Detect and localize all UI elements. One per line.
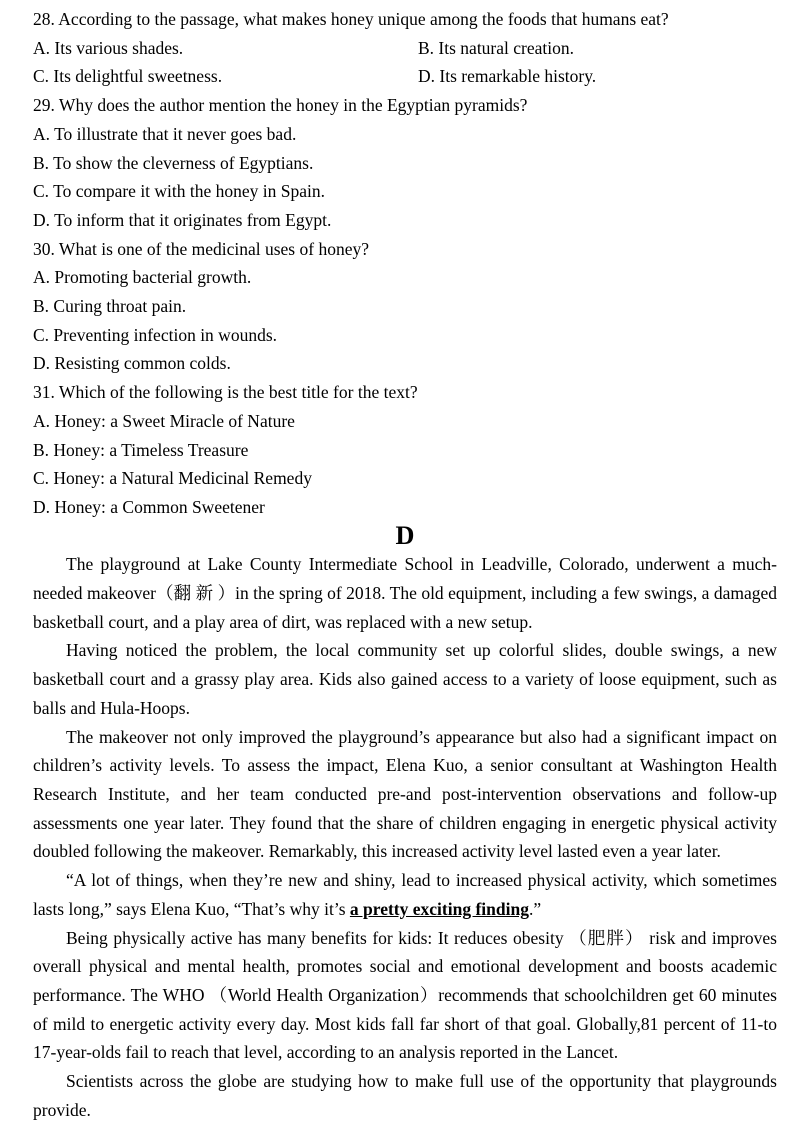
question-30-option-b: B. Curing throat pain. bbox=[33, 296, 187, 317]
question-31-option-a: A. Honey: a Sweet Miracle of Nature bbox=[33, 410, 295, 431]
question-30-option-d: D. Resisting common colds. bbox=[33, 353, 231, 374]
question-30-option-a: A. Promoting bacterial growth. bbox=[33, 267, 252, 288]
passage-paragraph-3: The makeover not only improved the playground’s appearance but also had a significant impact on children’s activity levels. To assess the impact, Elena Kuo, a senior consultant at Washington Health Research Institute, and her team conducted pre-and post-intervention observations and follow-up assessments one year later. They found that the share of children engaging in energetic physical activity doubled following the makeover. Remarkably, this increased activity level lasted even a year later. bbox=[33, 726, 777, 862]
question-30-option-c: C. Preventing infection in wounds. bbox=[33, 324, 278, 345]
question-28 bbox=[33, 5, 777, 91]
question-31-option-c: C. Honey: a Natural Medicinal Remedy bbox=[33, 468, 312, 489]
question-28-options-row-1 bbox=[33, 34, 777, 63]
passage-paragraph-6: Scientists across the globe are studying how to make full use of the opportunity that playgrounds provide. bbox=[33, 1071, 777, 1120]
question-29-option-b: B. To show the cleverness of Egyptians. bbox=[33, 152, 314, 173]
question-29-option-c: C. To compare it with the honey in Spain. bbox=[33, 181, 326, 202]
question-28-option-d: D. Its remarkable history. bbox=[418, 66, 597, 87]
question-29-stem: 29. Why does the author mention the honey in the Egyptian pyramids? bbox=[33, 95, 528, 116]
passage-paragraph-2: Having noticed the problem, the local community set up colorful slides, double swings, a new basketball court and a grassy play area. Kids also gained access to a variety of loose equipment, such as balls and Hula-Hoops. bbox=[33, 640, 777, 718]
question-31 bbox=[33, 378, 777, 522]
question-30 bbox=[33, 235, 777, 379]
passage-paragraph-4 bbox=[33, 866, 777, 923]
question-29-option-a: A. To illustrate that it never goes bad. bbox=[33, 123, 297, 144]
emphasized-phrase: a pretty exciting finding bbox=[349, 898, 529, 919]
questions-section bbox=[33, 5, 777, 522]
section-d-heading: D bbox=[395, 520, 415, 550]
question-28-option-c: C. Its delightful sweetness. bbox=[33, 66, 223, 87]
question-31-option-d: D. Honey: a Common Sweetener bbox=[33, 496, 265, 517]
question-28-options-row-2 bbox=[33, 62, 777, 91]
reading-passage-d bbox=[33, 522, 777, 1124]
question-30-stem: 30. What is one of the medicinal uses of honey? bbox=[33, 238, 369, 259]
passage-paragraph-5: Being physically active has many benefits for kids: It reduces obesity （肥胖） risk and improves overall physical and mental health, promotes social and emotional development and boosts academic performance. The WHO （World Health Organization）recommends that schoolchildren get 60 minutes of mild to energetic activity every day. Most kids fall far short of that goal. Globally,81 percent of 11-to 17-year-olds fail to reach that level, according to an analysis reported in the Lancet. bbox=[33, 927, 777, 1063]
passage-paragraph-1: The playground at Lake County Intermediate School in Leadville, Colorado, underwent a much-needed makeover（翻 新 ）in the spring of 2018. The old equipment, including a few swings, a damaged basketball court, and a play area of dirt, was replaced with a new setup. bbox=[33, 554, 777, 632]
quote-text-after: .” bbox=[528, 898, 542, 919]
question-31-option-b: B. Honey: a Timeless Treasure bbox=[33, 439, 249, 460]
question-29-option-d: D. To inform that it originates from Egypt. bbox=[33, 209, 332, 230]
quote-text-before: “A lot of things, when they’re new and shiny, lead to increased physical activity, which sometimes lasts long,” says Elena Kuo, “That’s why it’s bbox=[33, 870, 777, 919]
question-28-option-a: A. Its various shades. bbox=[33, 37, 184, 58]
question-28-stem: 28. According to the passage, what makes honey unique among the foods that humans eat? bbox=[33, 9, 669, 29]
question-31-stem: 31. Which of the following is the best title for the text? bbox=[33, 382, 418, 403]
question-28-option-b: B. Its natural creation. bbox=[418, 37, 574, 58]
question-29 bbox=[33, 91, 777, 235]
